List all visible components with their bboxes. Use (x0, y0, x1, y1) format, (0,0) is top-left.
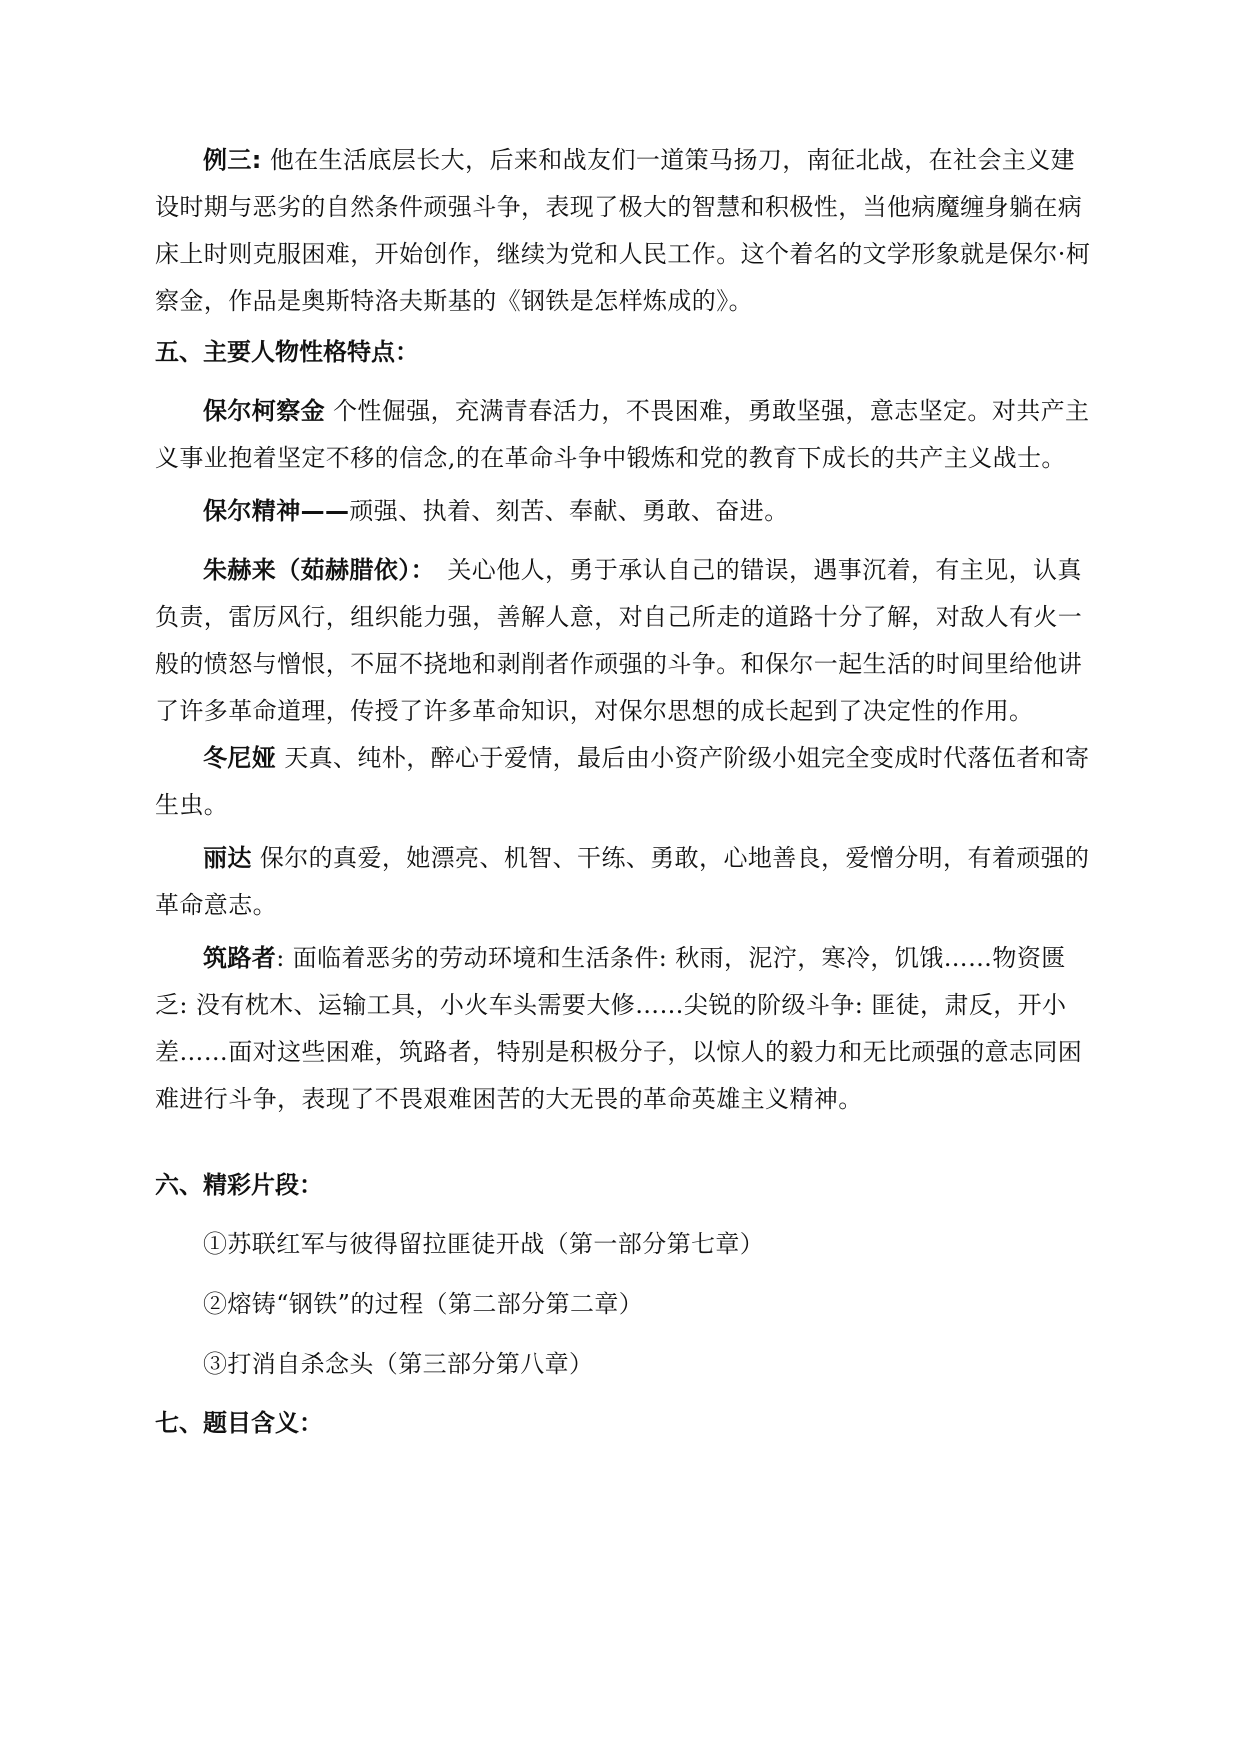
character-name: 朱赫来（茹赫腊依）： (203, 556, 423, 584)
character-description: : 面临着恶劣的劳动环境和生活条件: 秋雨，泥泞，寒冷，饥饿……物资匮乏: 没有枕木、运输工具，小火车头需要大修……尖锐的阶级斗争: 匪徒，肃反，开小差……面对这些困难，筑路者，特别是积极分子，以惊人的毅力和无比顽强的意志同困难进行斗争，表现了不畏艰难困苦的大无畏的革命英雄主义精神。 (155, 944, 1083, 1113)
character-paul-paragraph (155, 388, 1095, 482)
character-name: 保尔柯察金 (203, 397, 325, 425)
character-zhuhelai-paragraph (155, 547, 1095, 735)
section-6-heading: 六、精彩片段： (155, 1171, 323, 1199)
character-rita-paragraph (155, 835, 1095, 929)
section-5-heading: 五、主要人物性格特点： (155, 338, 419, 366)
paul-spirit-paragraph (155, 488, 1095, 535)
character-name: 筑路者 (203, 944, 277, 972)
example-3-text: 他在生活底层长大，后来和战友们一道策马扬刀，南征北战，在社会主义建设时期与恶劣的自然条件顽强斗争，表现了极大的智慧和积极性，当他病魔缠身躺在病床上时则克服困难，开始创作，继续为党和人民工作。这个着名的文学形象就是保尔·柯察金，作品是奥斯特洛夫斯基的《钢铁是怎样炼成的》。 (155, 146, 1091, 315)
character-description: 个性倔强，充满青春活力，不畏困难，勇敢坚强，意志坚定。对共产主义事业抱着坚定不移的信念,的在革命斗争中锻炼和党的教育下成长的共产主义战士。 (155, 397, 1090, 472)
character-description: 顽强、执着、刻苦、奉献、勇敢、奋进。 (349, 497, 789, 525)
example-3-paragraph (155, 137, 1095, 325)
character-description: 关心他人，勇于承认自己的错误，遇事沉着，有主见，认真负责，雷厉风行，组织能力强，善解人意，对自己所走的道路十分了解，对敌人有火一般的愤怒与憎恨，不屈不挠地和剥削者作顽强的斗争。和保尔一起生活的时间里给他讲了许多革命道理，传授了许多革命知识，对保尔思想的成长起到了决定性的作用。 (155, 556, 1083, 725)
highlight-item: ③打消自杀念头（第三部分第八章） (203, 1350, 594, 1378)
highlight-item: ①苏联红军与彼得留拉匪徒开战（第一部分第七章） (203, 1230, 765, 1258)
character-description: 天真、纯朴，醉心于爱情，最后由小资产阶级小姐完全变成时代落伍者和寄生虫。 (155, 744, 1090, 819)
character-name: 丽达 (203, 844, 252, 872)
section-7-heading: 七、题目含义： (155, 1409, 323, 1437)
character-description: 保尔的真爱，她漂亮、机智、干练、勇敢，心地善良，爱憎分明，有着顽强的革命意志。 (155, 844, 1090, 919)
character-tonya-paragraph (155, 735, 1095, 829)
character-name: 冬尼娅 (203, 744, 277, 772)
example-3-label: 例三: (203, 146, 262, 174)
road-builders-paragraph (155, 935, 1095, 1123)
character-name: 保尔精神—— (203, 497, 350, 525)
highlight-item: ②熔铸“钢铁”的过程（第二部分第二章） (203, 1290, 644, 1318)
